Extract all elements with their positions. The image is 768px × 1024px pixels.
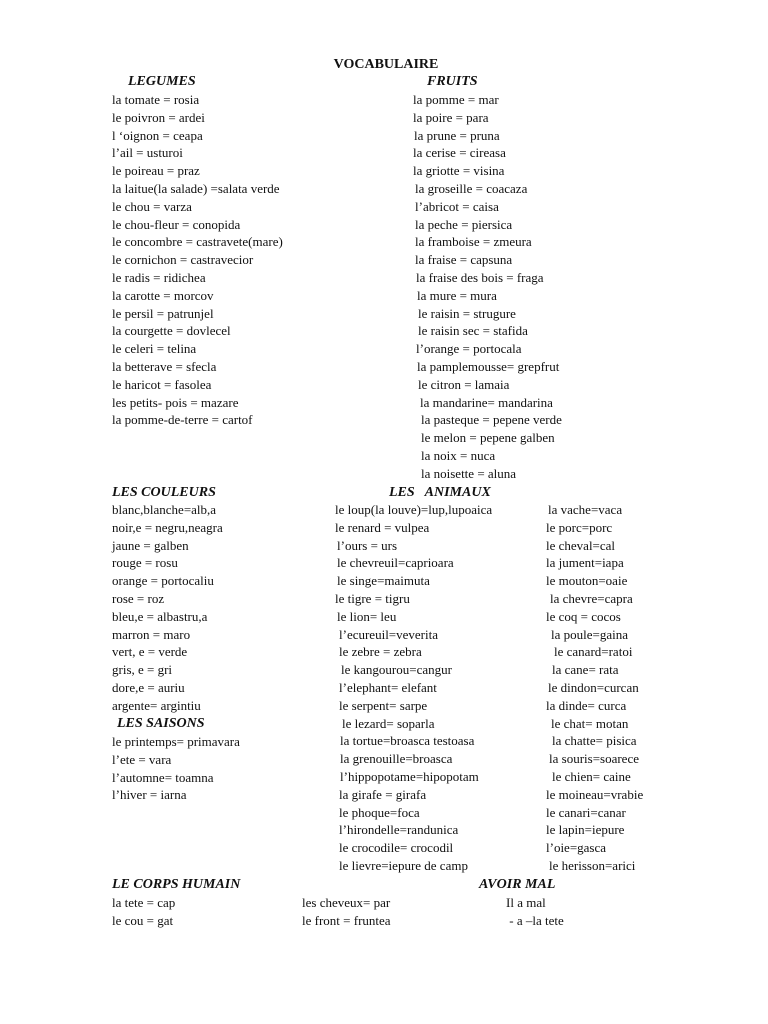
vocab-entry: la pasteque = pepene verde xyxy=(421,412,562,428)
vocab-entry: l’ete = vara xyxy=(112,751,172,767)
vocab-entry: les cheveux= par xyxy=(302,895,391,910)
vocab-entry: le poireau = praz xyxy=(112,163,200,179)
vocab-entry: la carotte = morcov xyxy=(112,287,214,303)
vocab-entry: l’oie=gasca xyxy=(546,840,607,856)
vocab-entry: le kangourou=cangur xyxy=(341,662,452,678)
legumes-list xyxy=(112,91,283,429)
vocab-entry: le printemps= primavara xyxy=(112,734,240,749)
vocab-entry: le chien= caine xyxy=(552,768,631,784)
vocab-entry: le crocodile= crocodil xyxy=(339,840,454,856)
vocab-entry: la jument=iapa xyxy=(546,555,624,571)
vocab-entry: le celeri = telina xyxy=(112,341,197,357)
animaux-list-2 xyxy=(546,501,643,875)
vocab-entry: la noix = nuca xyxy=(421,447,496,463)
vocab-entry: le zebre = zebra xyxy=(339,644,422,660)
vocab-entry: le lion= leu xyxy=(337,608,397,624)
vocab-entry: la pomme-de-terre = cartof xyxy=(112,412,253,428)
vocab-entry: le front = fruntea xyxy=(302,912,391,928)
vocab-entry: le lapin=iepure xyxy=(546,822,625,838)
vocab-entry: le cornichon = castravecior xyxy=(112,252,254,268)
vocab-entry: argente= argintiu xyxy=(112,697,201,713)
vocab-entry: la vache=vaca xyxy=(548,502,623,517)
vocab-entry: le herisson=arici xyxy=(549,857,636,873)
fruits-heading: FRUITS xyxy=(427,74,478,89)
vocab-entry: la tete = cap xyxy=(112,895,176,910)
vocab-entry: dore,e = auriu xyxy=(112,679,185,695)
fruits-list xyxy=(413,91,562,483)
vocab-entry: la laitue(la salade) =salata verde xyxy=(112,180,280,196)
vocab-entry: l’automne= toamna xyxy=(112,769,214,785)
vocab-entry: le radis = ridichea xyxy=(112,269,206,285)
vocab-entry: le cou = gat xyxy=(112,912,174,928)
vocab-entry: le raisin sec = stafida xyxy=(418,323,528,339)
vocab-entry: l’orange = portocala xyxy=(416,341,522,357)
vocab-entry: l’ail = usturoi xyxy=(112,145,183,161)
vocab-entry: marron = maro xyxy=(112,626,191,642)
vocab-entry: la courgette = dovlecel xyxy=(112,323,231,339)
vocab-entry: le poivron = ardei xyxy=(112,109,205,125)
vocab-entry: la cerise = cireasa xyxy=(413,145,506,161)
vocab-entry: le citron = lamaia xyxy=(418,376,510,392)
vocab-entry: la griotte = visina xyxy=(413,163,505,179)
vocab-entry: le canari=canar xyxy=(546,804,626,820)
vocab-entry: le lievre=iepure de camp xyxy=(339,857,468,873)
vocab-entry: la pomme = mar xyxy=(413,92,499,107)
vocab-entry: l’abricot = caisa xyxy=(415,198,499,214)
vocab-entry: le renard = vulpea xyxy=(335,519,430,535)
vocab-entry: le raisin = strugure xyxy=(418,305,516,321)
couleurs-list xyxy=(112,501,223,715)
vocab-entry: l’hiver = iarna xyxy=(112,787,187,803)
couleurs-heading: LES COULEURS xyxy=(112,485,216,500)
vocab-entry: le dindon=curcan xyxy=(548,679,639,695)
vocab-entry: l’hirondelle=randunica xyxy=(339,822,459,838)
vocab-entry: orange = portocaliu xyxy=(112,573,214,589)
vocab-entry: noir,e = negru,neagra xyxy=(112,519,223,535)
vocab-entry: la fraise = capsuna xyxy=(415,252,513,268)
vocab-entry: le chat= motan xyxy=(551,715,629,731)
vocab-entry: rose = roz xyxy=(112,590,165,606)
corps-heading: LE CORPS HUMAIN xyxy=(112,877,241,892)
vocab-entry: le haricot = fasolea xyxy=(112,376,212,392)
vocab-entry: la poule=gaina xyxy=(551,626,628,642)
vocab-entry: la girafe = girafa xyxy=(339,786,427,802)
vocab-entry: gris, e = gri xyxy=(112,662,173,678)
page-title: VOCABULAIRE xyxy=(333,57,439,72)
vocab-entry: la chevre=capra xyxy=(550,590,633,606)
vocab-entry: les petits- pois = mazare xyxy=(112,394,239,410)
vocab-entry: le canard=ratoi xyxy=(554,644,633,660)
vocab-entry: la noisette = aluna xyxy=(421,465,517,481)
vocab-entry: bleu,e = albastru,a xyxy=(112,608,208,624)
vocab-entry: l’ours = urs xyxy=(337,537,398,553)
vocab-entry: le chou = varza xyxy=(112,198,192,214)
vocab-entry: blanc,blanche=alb,a xyxy=(112,502,217,517)
vocab-entry: le loup(la louve)=lup,lupoaica xyxy=(335,502,493,517)
vocab-entry: le mouton=oaie xyxy=(546,573,628,589)
vocab-entry: la tomate = rosia xyxy=(112,92,200,107)
vocab-entry: le tigre = tigru xyxy=(335,590,410,606)
vocab-entry: la mandarine= mandarina xyxy=(420,394,553,410)
vocab-entry: le persil = patrunjel xyxy=(112,305,214,321)
vocab-entry: - a –la tete xyxy=(506,912,564,928)
vocab-entry: la peche = piersica xyxy=(415,216,513,232)
vocab-entry: vert, e = verde xyxy=(112,644,188,660)
vocab-entry: le melon = pepene galben xyxy=(421,430,555,446)
vocab-entry: le lezard= soparla xyxy=(342,715,435,731)
vocab-entry: Il a mal xyxy=(506,895,546,910)
vocab-entry: la prune = pruna xyxy=(414,127,500,143)
vocab-entry: le phoque=foca xyxy=(339,804,420,820)
animaux-list-1 xyxy=(335,501,492,875)
vocab-entry: le chou-fleur = conopida xyxy=(112,216,241,232)
vocab-entry: la groseille = coacaza xyxy=(415,180,528,196)
vocab-entry: le moineau=vrabie xyxy=(546,786,644,802)
vocab-entry: le porc=porc xyxy=(546,519,613,535)
animaux-heading: LES ANIMAUX xyxy=(389,485,491,500)
vocab-entry: la betterave = sfecla xyxy=(112,358,217,374)
vocab-entry: le chevreuil=caprioara xyxy=(337,555,454,571)
vocab-entry: la framboise = zmeura xyxy=(415,234,532,250)
vocab-entry: le serpent= sarpe xyxy=(339,697,428,713)
corps-list-2 xyxy=(302,894,391,930)
saisons-heading: LES SAISONS xyxy=(117,716,205,731)
saisons-list xyxy=(112,733,240,804)
vocab-entry: la chatte= pisica xyxy=(552,733,637,749)
vocab-entry: jaune = galben xyxy=(112,537,189,553)
vocab-entry: la grenouille=broasca xyxy=(340,751,453,767)
vocab-entry: l’hippopotame=hipopotam xyxy=(340,768,479,784)
vocab-entry: la pamplemousse= grepfrut xyxy=(417,358,560,374)
vocab-entry: l ‘oignon = ceapa xyxy=(112,127,203,143)
avoir-mal-list xyxy=(506,894,564,930)
vocab-entry: la cane= rata xyxy=(552,662,619,678)
corps-list-1 xyxy=(112,894,175,930)
vocab-entry: le concombre = castravete(mare) xyxy=(112,234,283,250)
vocab-entry: la mure = mura xyxy=(417,287,497,303)
vocab-entry: le cheval=cal xyxy=(546,537,616,553)
legumes-heading: LEGUMES xyxy=(128,74,196,89)
avoir-mal-heading: AVOIR MAL xyxy=(479,877,556,892)
vocab-entry: l’ecureuil=veverita xyxy=(339,626,438,642)
vocab-entry: la souris=soarece xyxy=(549,751,639,767)
vocab-entry: la dinde= curca xyxy=(546,697,627,713)
vocab-entry: rouge = rosu xyxy=(112,555,178,571)
vocab-entry: l’elephant= elefant xyxy=(339,679,437,695)
vocab-entry: la tortue=broasca testoasa xyxy=(340,733,475,749)
vocab-entry: le singe=maimuta xyxy=(337,573,430,589)
vocab-entry: le coq = cocos xyxy=(546,608,621,624)
vocab-entry: la fraise des bois = fraga xyxy=(416,269,544,285)
vocab-entry: la poire = para xyxy=(413,109,489,125)
